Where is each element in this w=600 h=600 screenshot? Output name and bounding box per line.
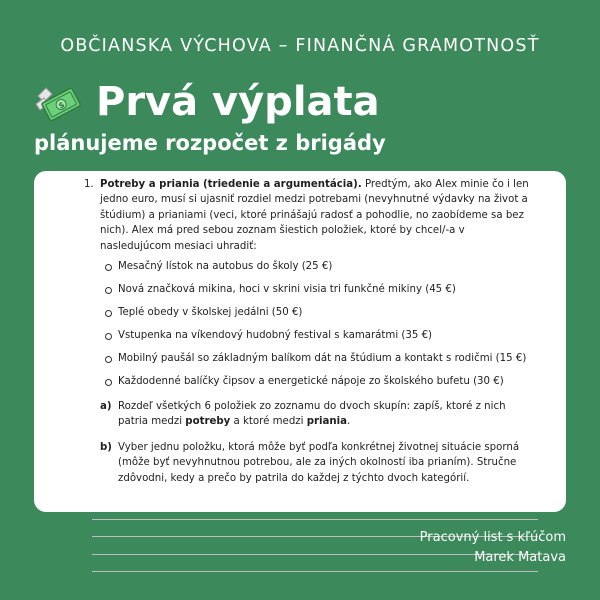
- subject-header: OBČIANSKA VÝCHOVA – FINANČNÁ GRAMOTNOSŤ: [60, 36, 540, 56]
- title-row: [34, 80, 380, 124]
- subtask-a-bold-wants: priania: [306, 416, 348, 428]
- worksheet-card: [34, 171, 566, 512]
- list-item: Mobilný paušál so základným balíkom dát na štúdium a kontakt s rodičmi (15 €): [118, 351, 538, 366]
- task-number: 1.: [84, 179, 94, 190]
- list-item: Mesačný lístok na autobus do školy (25 €): [118, 259, 538, 274]
- subtask-a-label: a): [100, 400, 112, 412]
- list-item: Vstupenka na víkendový hudobný festival s kamarátmi (35 €): [118, 328, 538, 343]
- subtask-a-bold-needs: potreby: [185, 416, 231, 428]
- footer: [420, 528, 566, 568]
- task-intro: [100, 177, 538, 254]
- list-item: Teplé obedy v školskej jedálni (50 €): [118, 305, 538, 320]
- task-intro-text: Predtým, ako Alex minie čo i len jedno euro, musí si ujasniť rozdiel medzi potrebami (nevyhnutné výdavky na život a štúdium) a prianiami (veci, ktoré prinášajú radosť a pohodlie, no zaobídeme sa bez nich). Alex má pred sebou zoznam šiestich položiek, ktoré by chcel/-a v nasledujúcom mesiaci uhradiť:: [100, 179, 529, 252]
- svg-text:$: $: [57, 100, 67, 111]
- item-list: [100, 259, 538, 389]
- footer-author: Marek Matava: [474, 550, 566, 565]
- money-with-wings-icon: [34, 80, 82, 124]
- subtask-b-text: Vyber jednu položku, ktorá môže byť podľa konkrétnej životnej situácie sporná (môže byť nevyhnutnou potrebou, ale za iných okolností iba prianím). Stručne zdôvodni, kedy a prečo by patrila do každej z týchto dvoch kategórií.: [118, 441, 520, 484]
- page-title: Prvá výplata: [96, 79, 380, 125]
- page-subtitle: plánujeme rozpočet z brigády: [34, 131, 386, 155]
- list-item: Nová značková mikina, hoci v skrini visia tri funkčné mikiny (45 €): [118, 282, 538, 297]
- footer-worksheet-label: Pracovný list s kľúčom: [419, 530, 566, 545]
- subtask-a-text-2: a ktoré medzi: [230, 416, 307, 428]
- task-heading: Potreby a priania (triedenie a argumentácia).: [100, 179, 362, 190]
- task-1: [84, 177, 538, 572]
- subtask-a-text-3: .: [347, 416, 351, 428]
- subtask-a-text-1: Rozdeľ všetkých 6 položiek zo zoznamu do dvoch skupín: zapíš, ktoré z nich patria medzi: [118, 400, 506, 428]
- subtask-b-label: b): [100, 441, 112, 453]
- subtask-b: [100, 440, 538, 486]
- answer-line[interactable]: [92, 502, 538, 520]
- list-item: Každodenné balíčky čipsov a energetické nápoje zo školského bufetu (30 €): [118, 374, 538, 389]
- subtask-a: [100, 399, 538, 430]
